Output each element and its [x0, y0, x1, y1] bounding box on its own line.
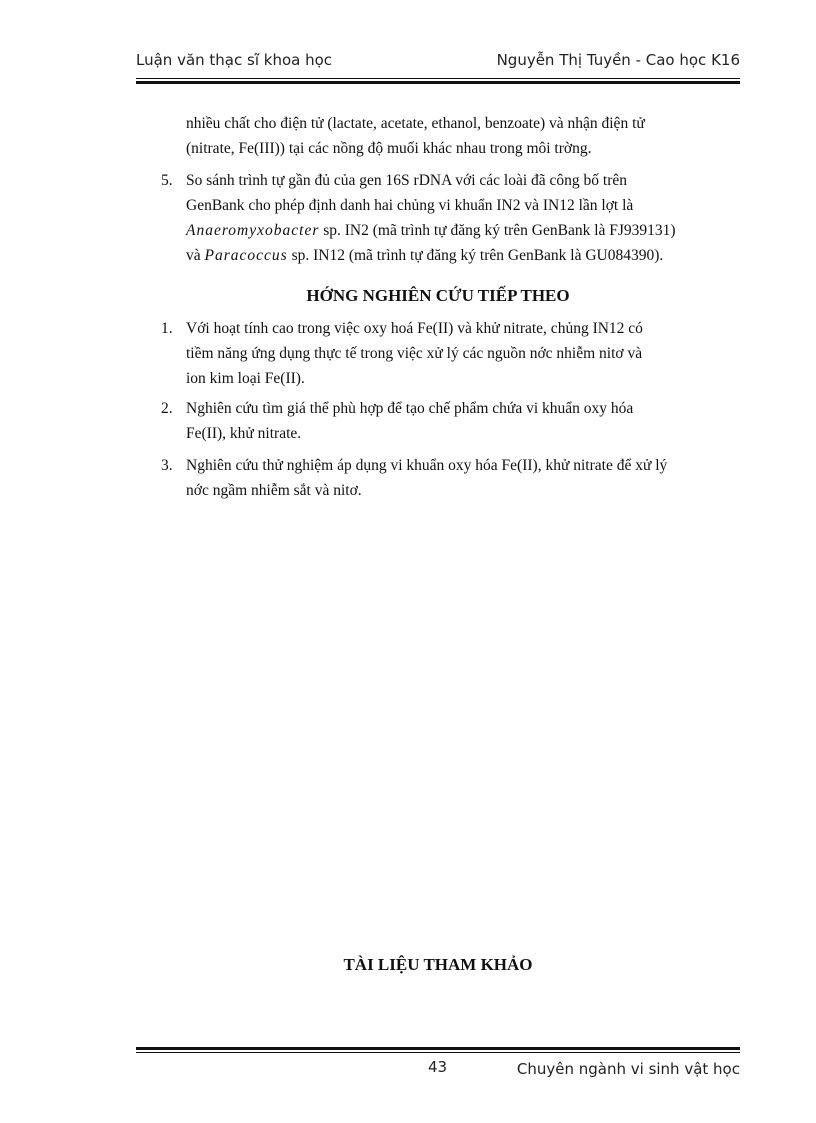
list-item-2	[186, 396, 740, 446]
text-fragment: sp. IN12 (mã trình tự đăng ký trên GenBank là GU084390).	[287, 247, 664, 264]
continuation-paragraph	[186, 111, 740, 161]
list-number: 1.	[161, 320, 173, 337]
text-line: Nghiên cứu thử nghiệm áp dụng vi khuẩn oxy hóa Fe(II), khử nitrate để xử lý	[186, 457, 668, 474]
list-item-1	[186, 316, 740, 391]
text-line: So sánh trình tự gần đủ của gen 16S rDNA với các loài đã công bố trên	[186, 172, 628, 189]
list-number: 3.	[161, 457, 173, 474]
header-rule-thick	[136, 81, 740, 84]
text-line: ion kim loại Fe(II).	[186, 370, 305, 387]
text-fragment: sp. IN2 (mã trình tự đăng ký trên GenBank là FJ939131)	[319, 222, 676, 239]
list-item-5	[186, 168, 740, 268]
species-name: Paracoccus	[204, 247, 288, 264]
text-line: GenBank cho phép định danh hai chủng vi khuẩn IN2 và IN12 lần lợt là	[186, 197, 634, 214]
references-heading: TÀI LIỆU THAM KHẢO	[343, 955, 533, 974]
footer-specialty: Chuyên ngành vi sinh vật học	[516, 1060, 740, 1078]
footer-rule-thick	[136, 1047, 740, 1050]
text-line: nớc ngầm nhiễm sắt và nitơ.	[186, 482, 362, 499]
text-line: nhiều chất cho điện tử (lactate, acetate, ethanol, benzoate) và nhận điện tử	[186, 115, 645, 132]
list-number: 5.	[161, 172, 173, 189]
list-number: 2.	[161, 400, 173, 417]
species-name: Anaeromyxobacter	[186, 222, 320, 239]
section-heading: HỚNG NGHIÊN CỨU TIẾP THEO	[306, 286, 570, 305]
header-rule-thin	[136, 78, 740, 79]
page-number: 43	[428, 1058, 448, 1076]
text-line: Nghiên cứu tìm giá thể phù hợp để tạo chế phẩm chứa vi khuẩn oxy hóa	[186, 400, 634, 417]
text-line	[186, 243, 740, 268]
text-line: (nitrate, Fe(III)) tại các nồng độ muối khác nhau trong môi trờng.	[186, 140, 592, 157]
footer-rule-thin	[136, 1052, 740, 1053]
header-author: Nguyễn Thị Tuyền - Cao học K16	[496, 51, 740, 69]
text-line: Với hoạt tính cao trong việc oxy hoá Fe(II) và khử nitrate, chủng IN12 có	[186, 320, 643, 337]
text-line	[186, 218, 740, 243]
header-thesis-title: Luận văn thạc sĩ khoa học	[136, 51, 333, 69]
text-line: tiềm năng ứng dụng thực tế trong việc xử lý các nguồn nớc nhiễm nitơ và	[186, 345, 643, 362]
list-item-3	[186, 453, 740, 503]
text-fragment: và	[186, 247, 205, 264]
text-line: Fe(II), khử nitrate.	[186, 425, 302, 442]
